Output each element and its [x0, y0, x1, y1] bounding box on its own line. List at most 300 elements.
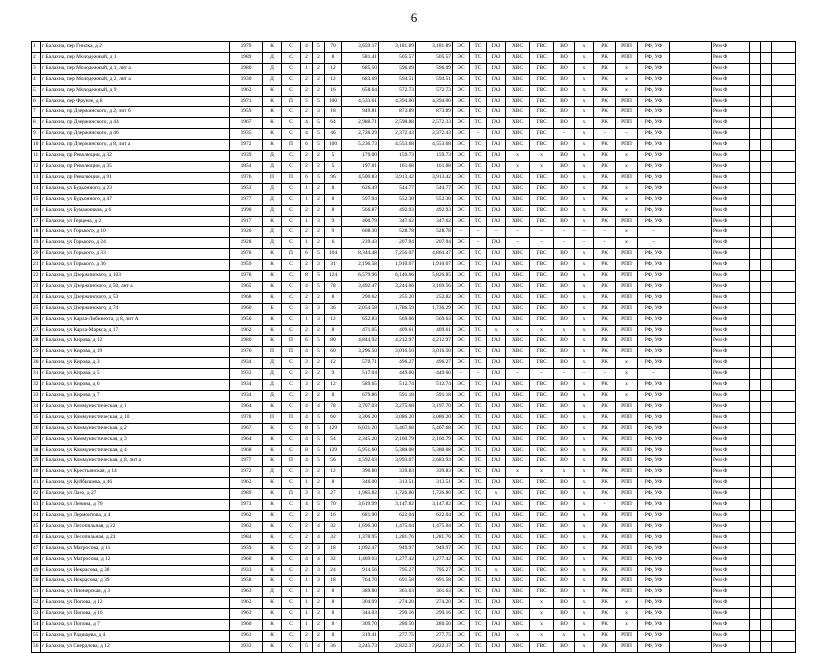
table-cell	[750, 423, 761, 434]
table-cell: 1,469.03	[342, 554, 379, 565]
table-row	[32, 369, 796, 380]
table-cell: Рем Ф	[712, 630, 750, 641]
table-cell: ВО	[554, 52, 575, 63]
table-cell: 1	[301, 314, 313, 325]
table-row	[32, 423, 796, 434]
table-cell: 1980	[230, 63, 263, 74]
table-cell: Рем Ф	[712, 118, 750, 129]
table-cell: 3,016.50	[379, 347, 416, 358]
table-cell: РК	[594, 151, 616, 162]
table-cell	[750, 96, 761, 107]
table-cell: ГАЗ	[487, 347, 506, 358]
table-cell: х	[575, 554, 594, 565]
table-cell: Рем Ф	[712, 172, 750, 183]
table-cell: 795.27	[379, 565, 416, 576]
table-cell: ЭС	[453, 140, 470, 151]
table-cell: ГАЗ	[487, 456, 506, 467]
table-cell: С	[282, 380, 301, 391]
table-cell	[670, 118, 712, 129]
table-cell: ГАЗ	[487, 500, 506, 511]
table-cell: 5	[313, 271, 325, 282]
table-cell: К	[263, 478, 282, 489]
table-cell: ХВС	[506, 42, 530, 53]
table-cell: Рем Ф	[712, 598, 750, 609]
table-cell: 2	[32, 52, 41, 63]
table-cell: ГВС	[530, 554, 554, 565]
table-row	[32, 456, 796, 467]
table-cell: 2	[313, 598, 325, 609]
table-cell	[761, 129, 772, 140]
table-cell: ТС	[470, 183, 487, 194]
table-row	[32, 609, 796, 620]
table-cell: 589.65	[342, 380, 379, 391]
table-cell: ГАЗ	[487, 205, 506, 216]
table-cell: ГВС	[530, 260, 554, 271]
table-cell	[750, 129, 761, 140]
table-cell: РПП	[616, 489, 638, 500]
table-cell: РПП	[616, 467, 638, 478]
table-cell: 1,985.82	[342, 489, 379, 500]
table-cell: х	[575, 140, 594, 151]
table-cell: РФ, УФ	[638, 85, 670, 96]
table-cell	[761, 641, 772, 652]
table-cell	[670, 401, 712, 412]
table-cell	[750, 292, 761, 303]
table-cell: ВО	[554, 172, 575, 183]
table-cell: 1960	[230, 554, 263, 565]
table-cell: -	[506, 238, 530, 249]
table-cell	[761, 325, 772, 336]
table-cell: 35	[32, 412, 41, 423]
table-cell: ЭС	[453, 118, 470, 129]
table-cell: 764.70	[342, 576, 379, 587]
table-cell: РПП	[616, 576, 638, 587]
table-cell: ТС	[470, 489, 487, 500]
table-cell: ХВС	[506, 576, 530, 587]
table-cell: 566.87	[342, 205, 379, 216]
table-cell: РФ, УФ	[638, 521, 670, 532]
table-cell: ВО	[554, 140, 575, 151]
table-cell: С	[282, 314, 301, 325]
table-cell: 5	[313, 412, 325, 423]
table-cell: 161.08	[416, 161, 453, 172]
table-cell: РФ, УФ	[638, 107, 670, 118]
table-cell: 1963	[230, 478, 263, 489]
table-cell: 179.00	[342, 151, 379, 162]
table-cell: РПП	[616, 314, 638, 325]
table-cell: 3	[313, 260, 325, 271]
table-cell: ГВС	[530, 347, 554, 358]
table-cell: 5,236.73	[342, 140, 379, 151]
table-cell: 471.05	[342, 325, 379, 336]
table-cell	[670, 369, 712, 380]
table-cell: ТС	[470, 96, 487, 107]
table-cell: 8	[325, 292, 342, 303]
table-cell: 1989	[230, 489, 263, 500]
table-cell: ЭС	[453, 52, 470, 63]
table-cell: Рем Ф	[712, 445, 750, 456]
table-cell: ХВС	[506, 129, 530, 140]
table-cell	[670, 260, 712, 271]
table-cell: 505.57	[416, 52, 453, 63]
table-cell: С	[282, 641, 301, 652]
table-cell: Рем Ф	[712, 42, 750, 53]
table-cell: 78	[325, 401, 342, 412]
table-cell	[761, 412, 772, 423]
table-cell: х	[616, 85, 638, 96]
table-cell: 2,160.79	[416, 434, 453, 445]
page-number: 6	[410, 10, 418, 25]
table-cell: Рем Ф	[712, 532, 750, 543]
table-cell: х	[575, 641, 594, 652]
table-cell: 56	[32, 641, 41, 652]
table-row	[32, 347, 796, 358]
table-cell: 1976	[230, 172, 263, 183]
table-cell: 528.78	[379, 227, 416, 238]
table-cell: ТС	[470, 260, 487, 271]
table-cell: г Балахна, ул Матросова, д 11	[41, 543, 230, 554]
table-cell: 27	[32, 325, 41, 336]
table-cell: 658.64	[342, 85, 379, 96]
table-cell: г Балахна, ул Дзержинского, д 74	[41, 303, 230, 314]
table-cell: 1968	[230, 445, 263, 456]
table-cell: 2	[313, 194, 325, 205]
table-cell: 5	[313, 445, 325, 456]
table-cell: РК	[594, 609, 616, 620]
table-cell: П	[282, 412, 301, 423]
table-cell: 1964	[230, 401, 263, 412]
table-cell: Д	[263, 358, 282, 369]
table-cell: 13	[32, 172, 41, 183]
table-cell: 54	[325, 434, 342, 445]
table-cell: 8,344.48	[342, 249, 379, 260]
table-cell: ЭС	[453, 478, 470, 489]
table-cell: 4	[301, 434, 313, 445]
table-cell: ТС	[470, 194, 487, 205]
table-cell: С	[282, 151, 301, 162]
table-cell: ВО	[554, 74, 575, 85]
table-cell: 45	[32, 521, 41, 532]
table-cell	[670, 227, 712, 238]
table-cell	[750, 63, 761, 74]
table-cell	[750, 510, 761, 521]
table-cell: ХВС	[506, 194, 530, 205]
table-cell: 492.93	[379, 205, 416, 216]
table-cell: ТС	[470, 151, 487, 162]
table-cell	[670, 521, 712, 532]
table-cell: ХВС	[506, 336, 530, 347]
table-cell: Рем Ф	[712, 194, 750, 205]
table-cell: г Балахна, ул Матросова, д 12	[41, 554, 230, 565]
table-cell: х	[575, 587, 594, 598]
housing-register-table	[31, 41, 796, 653]
table-cell: ТС	[470, 412, 487, 423]
table-cell: Рем Ф	[712, 641, 750, 652]
table-cell: 1978	[230, 249, 263, 260]
table-cell: ГАЗ	[487, 412, 506, 423]
table-cell: г Балахна, пер Молодежный, д 2, лит а	[41, 74, 230, 85]
table-cell: Рем Ф	[712, 325, 750, 336]
table-cell: 2	[301, 85, 313, 96]
table-cell: РФ, УФ	[638, 489, 670, 500]
table-cell: 33	[32, 391, 41, 402]
table-cell: х	[575, 194, 594, 205]
table-cell: РПП	[616, 630, 638, 641]
table-cell: ВО	[554, 565, 575, 576]
table-cell: 36	[32, 423, 41, 434]
table-cell: Рем Ф	[712, 456, 750, 467]
table-cell: ВО	[554, 85, 575, 96]
table-row	[32, 118, 796, 129]
table-cell: РПП	[616, 336, 638, 347]
table-cell: 492.93	[416, 205, 453, 216]
table-cell: -	[470, 227, 487, 238]
table-cell: 3	[301, 358, 313, 369]
table-cell: 1933	[230, 641, 263, 652]
table-cell: х	[575, 380, 594, 391]
table-cell: ЭС	[453, 391, 470, 402]
table-row	[32, 227, 796, 238]
table-cell: ХВС	[506, 292, 530, 303]
table-cell: ХВС	[506, 271, 530, 282]
table-row	[32, 238, 796, 249]
table-cell: Д	[263, 587, 282, 598]
table-cell	[670, 172, 712, 183]
table-cell: х	[616, 194, 638, 205]
table-cell: 795.27	[416, 565, 453, 576]
table-cell: С	[282, 467, 301, 478]
table-cell: 4	[301, 456, 313, 467]
table-cell: РФ, УФ	[638, 314, 670, 325]
table-cell: ЭС	[453, 467, 470, 478]
table-cell	[772, 52, 796, 63]
table-cell	[670, 42, 712, 53]
table-cell	[761, 63, 772, 74]
table-cell	[772, 281, 796, 292]
table-cell: ГАЗ	[487, 183, 506, 194]
table-cell: С	[282, 161, 301, 172]
table-cell: Рем Ф	[712, 161, 750, 172]
table-cell: 4	[301, 347, 313, 358]
table-cell: РК	[594, 292, 616, 303]
table-cell	[750, 641, 761, 652]
table-cell: ВО	[554, 620, 575, 631]
table-cell: 16	[325, 85, 342, 96]
table-cell	[761, 238, 772, 249]
table-cell: РФ, УФ	[638, 401, 670, 412]
table-cell: П	[282, 172, 301, 183]
table-cell: 2	[301, 521, 313, 532]
table-cell: ЭС	[453, 303, 470, 314]
table-cell: х	[575, 63, 594, 74]
table-cell: г Балахна, пер Молодежный, д 1	[41, 52, 230, 63]
table-cell: ГАЗ	[487, 140, 506, 151]
table-cell: ГАЗ	[487, 641, 506, 652]
table-cell: 3	[313, 314, 325, 325]
table-cell: 29	[32, 347, 41, 358]
table-cell: Рем Ф	[712, 52, 750, 63]
table-cell: ТС	[470, 85, 487, 96]
table-cell: ХВС	[506, 96, 530, 107]
table-cell: ГВС	[530, 63, 554, 74]
table-cell: х	[575, 620, 594, 631]
table-cell: 2	[301, 260, 313, 271]
table-cell: 2	[301, 227, 313, 238]
table-cell: ХВС	[506, 521, 530, 532]
table-cell	[772, 576, 796, 587]
table-cell	[772, 609, 796, 620]
table-cell: 25	[32, 303, 41, 314]
table-cell: х	[575, 249, 594, 260]
table-cell	[761, 565, 772, 576]
table-cell: ХВС	[506, 63, 530, 74]
table-cell: г Балахна, пр Дзержинского, д 8, лит а	[41, 140, 230, 151]
table-cell: 12	[325, 314, 342, 325]
table-cell: 32	[325, 532, 342, 543]
table-cell	[750, 194, 761, 205]
table-cell: х	[575, 292, 594, 303]
table-cell: 1,475.04	[416, 521, 453, 532]
table-cell: 5	[313, 172, 325, 183]
table-cell: 15	[32, 194, 41, 205]
table-cell: ГАЗ	[487, 85, 506, 96]
table-cell: К	[263, 445, 282, 456]
table-cell: С	[282, 609, 301, 620]
table-cell: х	[575, 271, 594, 282]
table-cell: г Балахна, ул Карла-Либкнехта, д 8, лит А	[41, 314, 230, 325]
table-cell: х	[575, 510, 594, 521]
table-cell: РФ, УФ	[638, 467, 670, 478]
table-cell: 3,492.47	[342, 281, 379, 292]
table-cell: РФ, УФ	[638, 216, 670, 227]
table-cell: 8	[301, 423, 313, 434]
table-cell: ВО	[554, 456, 575, 467]
table-cell: 2	[313, 161, 325, 172]
table-cell	[772, 216, 796, 227]
table-cell: 596.09	[379, 63, 416, 74]
table-cell: г Балахна, ул Крестьянская, д 14	[41, 467, 230, 478]
table-cell: ХВС	[506, 500, 530, 511]
table-row	[32, 52, 796, 63]
table-cell: 2,683.93	[416, 456, 453, 467]
table-cell: 914.56	[342, 565, 379, 576]
table-cell: ГАЗ	[487, 52, 506, 63]
table-cell: 1978	[230, 412, 263, 423]
table-cell	[750, 347, 761, 358]
table-cell: 2,372.43	[416, 129, 453, 140]
table-cell: РК	[594, 620, 616, 631]
table-cell: Д	[263, 183, 282, 194]
table-cell: 3,244.06	[379, 281, 416, 292]
table-cell: 2	[313, 630, 325, 641]
table-cell: П	[263, 347, 282, 358]
table-row	[32, 336, 796, 347]
table-cell: ГАЗ	[487, 161, 506, 172]
table-cell: ГВС	[530, 205, 554, 216]
table-cell: ГАЗ	[487, 609, 506, 620]
table-cell: ВО	[554, 532, 575, 543]
table-cell: ВО	[554, 281, 575, 292]
table-cell: ГВС	[530, 172, 554, 183]
table-cell: -	[594, 238, 616, 249]
table-cell: Рем Ф	[712, 609, 750, 620]
table-cell: ГАЗ	[487, 358, 506, 369]
table-cell: 8	[301, 445, 313, 456]
table-cell	[761, 281, 772, 292]
table-cell: ХВС	[506, 401, 530, 412]
table-cell: С	[282, 532, 301, 543]
table-cell: г Балахна, ул Карла-Маркса, д 17	[41, 325, 230, 336]
table-cell: ХВС	[506, 620, 530, 631]
table-cell	[761, 140, 772, 151]
table-cell: Рем Ф	[712, 303, 750, 314]
table-row	[32, 532, 796, 543]
table-cell: х	[575, 172, 594, 183]
table-cell: К	[263, 271, 282, 282]
table-cell: РК	[594, 85, 616, 96]
table-cell: х	[575, 543, 594, 554]
table-cell: ТС	[470, 358, 487, 369]
table-cell: ГАЗ	[487, 510, 506, 521]
table-cell	[761, 369, 772, 380]
table-cell: ВО	[554, 609, 575, 620]
table-cell	[772, 412, 796, 423]
table-cell: 96	[325, 172, 342, 183]
table-cell: х	[616, 238, 638, 249]
table-cell: ГАЗ	[487, 336, 506, 347]
table-cell: РПП	[616, 140, 638, 151]
table-cell: х	[575, 85, 594, 96]
table-cell: ЭС	[453, 194, 470, 205]
table-cell: К	[263, 630, 282, 641]
table-cell: 512.74	[379, 380, 416, 391]
table-cell: Рем Ф	[712, 369, 750, 380]
table-cell: С	[282, 107, 301, 118]
table-cell	[772, 467, 796, 478]
table-cell: 597.94	[342, 194, 379, 205]
table-cell: ЭС	[453, 205, 470, 216]
table-cell	[670, 194, 712, 205]
table-cell	[670, 587, 712, 598]
table-cell: ВО	[554, 587, 575, 598]
table-cell: 1	[301, 183, 313, 194]
table-cell: х	[575, 521, 594, 532]
table-cell: 873.89	[416, 107, 453, 118]
table-cell: ВО	[554, 96, 575, 107]
table-cell: Рем Ф	[712, 380, 750, 391]
table-cell: 4	[313, 401, 325, 412]
table-row	[32, 380, 796, 391]
table-row	[32, 161, 796, 172]
table-cell	[761, 249, 772, 260]
table-cell: 19	[32, 238, 41, 249]
table-cell: РК	[594, 510, 616, 521]
table-cell	[670, 238, 712, 249]
table-cell: 949.97	[379, 543, 416, 554]
table-cell: РФ, УФ	[638, 325, 670, 336]
table-cell: г Балахна, ул Лазо, д 27	[41, 489, 230, 500]
table-cell: ВО	[554, 434, 575, 445]
table-cell: х	[530, 598, 554, 609]
table-cell	[761, 532, 772, 543]
table-cell: РК	[594, 445, 616, 456]
table-cell: 1967	[230, 118, 263, 129]
table-row	[32, 641, 796, 652]
table-cell: х	[575, 358, 594, 369]
table-cell: ГВС	[530, 42, 554, 53]
table-cell	[670, 205, 712, 216]
table-cell: ЭС	[453, 434, 470, 445]
